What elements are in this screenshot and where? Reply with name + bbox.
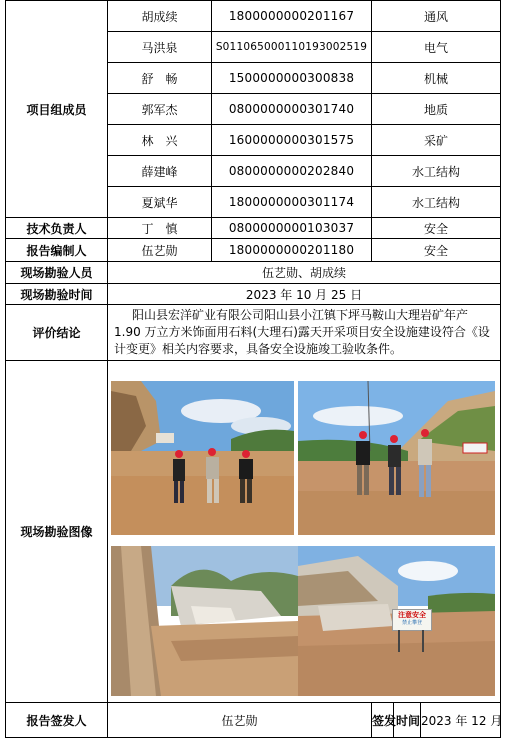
verdict-row <box>6 305 501 361</box>
report-author-id: 1800000000201180 <box>212 239 372 262</box>
survey-time-value: 2023 年 10 月 25 日 <box>108 284 501 305</box>
verdict-label: 评价结论 <box>6 305 108 361</box>
survey-people-row <box>6 262 501 284</box>
member-row <box>6 1 501 32</box>
team-label: 项目组成员 <box>6 1 108 218</box>
member-role: 地质 <box>372 94 501 125</box>
report-author-label: 报告编制人 <box>6 239 108 262</box>
member-name: 薛建峰 <box>108 156 212 187</box>
survey-time-row <box>6 284 501 305</box>
member-id: 1600000000301575 <box>212 125 372 156</box>
member-name: 马洪泉 <box>108 32 212 63</box>
form-table <box>5 0 501 738</box>
member-role: 水工结构 <box>372 156 501 187</box>
images-label: 现场勘验图像 <box>6 361 108 703</box>
member-role: 电气 <box>372 32 501 63</box>
site-photo-1 <box>111 381 294 535</box>
member-role: 水工结构 <box>372 187 501 218</box>
signoff-name: 伍艺勋 <box>108 703 372 738</box>
member-role: 机械 <box>372 63 501 94</box>
site-photo-2-image <box>298 381 495 535</box>
warning-sign-subtext: 禁止攀登 <box>401 619 422 626</box>
signoff-time-label: 签发时间 <box>372 703 421 737</box>
report-author-row <box>6 239 501 262</box>
images-cell <box>108 361 501 703</box>
member-role: 采矿 <box>372 125 501 156</box>
tech-lead-label: 技术负责人 <box>6 218 108 239</box>
member-role: 通风 <box>372 1 501 32</box>
survey-people-value: 伍艺勋、胡成续 <box>108 262 501 284</box>
member-name: 郭军杰 <box>108 94 212 125</box>
verdict-text <box>108 305 501 361</box>
verdict-body: 阳山县宏洋矿业有限公司阳山县小江镇下坪马鞍山大理岩矿年产 1.90 万立方米饰面用石料(大理石)露天开采项目安全设施建设符合《设计变更》相关内容要求，具备安全设施竣工验收条件。 <box>114 308 490 356</box>
site-photo-4 <box>298 546 495 696</box>
site-photo-2 <box>298 381 495 535</box>
site-photo-3-image <box>111 546 298 696</box>
signoff-time-cell <box>372 703 503 738</box>
site-photo-1-image <box>111 381 294 535</box>
sign-post <box>398 630 400 652</box>
member-id: 0800000000202840 <box>212 156 372 187</box>
photo-grid <box>108 362 500 702</box>
report-author-name: 伍艺勋 <box>108 239 212 262</box>
warning-sign <box>392 609 432 631</box>
site-photo-3 <box>111 546 298 696</box>
tech-lead-row <box>6 218 501 239</box>
survey-time-label: 现场勘验时间 <box>6 284 108 305</box>
survey-people-label: 现场勘验人员 <box>6 262 108 284</box>
sign-post <box>422 630 424 652</box>
signoff-time-value: 2023 年 12 月 <box>421 713 503 728</box>
images-row <box>6 361 501 703</box>
member-name: 舒 畅 <box>108 63 212 94</box>
member-id: 0800000000301740 <box>212 94 372 125</box>
tech-lead-role: 安全 <box>372 218 501 239</box>
member-id: 1800000000301174 <box>212 187 372 218</box>
member-name: 夏斌华 <box>108 187 212 218</box>
member-id: S01106500011019300251​9 <box>212 32 372 63</box>
member-name: 林 兴 <box>108 125 212 156</box>
member-id: 1800000000201167 <box>212 1 372 32</box>
member-name: 胡成续 <box>108 1 212 32</box>
member-id: 1500000000300838 <box>212 63 372 94</box>
tech-lead-id: 0800000000103037 <box>212 218 372 239</box>
report-author-role: 安全 <box>372 239 501 262</box>
signoff-row <box>6 703 501 738</box>
signoff-label: 报告签发人 <box>6 703 108 738</box>
acceptance-form <box>5 0 503 728</box>
warning-sign-text: 注意安全 <box>398 610 426 619</box>
tech-lead-name: 丁 慎 <box>108 218 212 239</box>
